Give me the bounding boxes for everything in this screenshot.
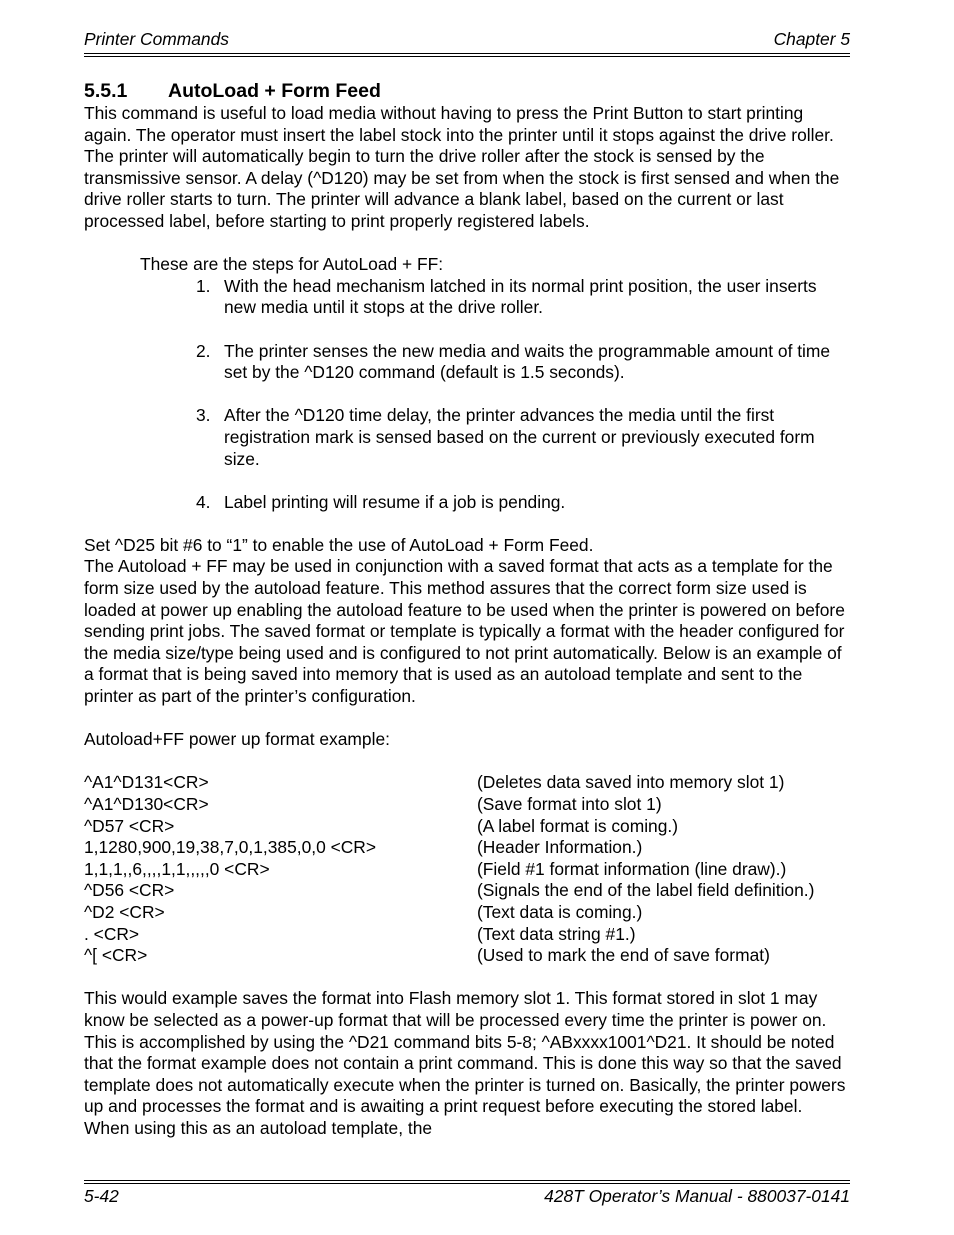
header-left: Printer Commands: [84, 29, 229, 49]
code-row: ^[ <CR> (Used to mark the end of save format): [84, 945, 770, 966]
intro-paragraph: This command is useful to load media without having to press the Print Button to start printing again. The operator must insert the label stock into the printer until it stops against the drive roller. The printer will automatically begin to turn the drive roller after the stock is sensed by the transmissive sensor. A delay (^D120) may be set from when the stock is first sensed and when the drive roller starts to turn. The printer will advance a blank label, based on the current or last processed label, before starting to print properly registered labels.: [84, 103, 840, 231]
paragraph-flash: This would example saves the format into Flash memory slot 1. This format stored in slot 1 may know be selected as a power-up format that will be processed every time the printer is power on. This is accomplished by using the ^D21 command bits 5-8; ^ABxxxx1001^D21. It should be noted that the format example does not contain a print command. This is done this way so that the saved template does not automatically execute when the printer is turned on. Basically, the printer powers up and processes the format and is awaiting a print request before executing the stored label. When using this as an autoload template, the: [84, 988, 846, 1138]
header-right: Chapter 5: [773, 29, 850, 49]
section-heading: [84, 79, 381, 103]
steps-list: [84, 276, 850, 514]
section-title: AutoLoad + Form Feed: [168, 80, 381, 102]
code-row: ^D57 <CR> (A label format is coming.): [84, 815, 679, 836]
code-example: [84, 772, 850, 966]
example-label: Autoload+FF power up format example:: [84, 729, 390, 750]
manual-title: 428T Operator’s Manual - 880037-0141: [544, 1186, 850, 1206]
list-item: 3. After the ^D120 time delay, the printer advances the media until the first registration mark is sensed based on the current or previously executed form size.: [196, 405, 815, 469]
section-number: 5.5.1: [84, 80, 128, 102]
header-rule: [84, 53, 850, 57]
code-row: ^A1^D130<CR> (Save format into slot 1): [84, 794, 662, 814]
body-text: [84, 103, 850, 1140]
list-item: 2. The printer senses the new media and waits the programmable amount of time set by the ^D120 command (default is 1.5 seconds).: [196, 340, 831, 383]
list-item: 1. With the head mechanism latched in its normal print position, the user inserts new media until it stops at the drive roller.: [196, 275, 817, 318]
running-footer: [84, 1184, 850, 1208]
code-row: ^D2 <CR> (Text data is coming.): [84, 901, 643, 922]
list-item: 4. Label printing will resume if a job is pending.: [196, 491, 566, 512]
steps-intro: These are the steps for AutoLoad + FF:: [140, 254, 444, 275]
code-row: . <CR> (Text data string #1.): [84, 923, 636, 944]
code-row: 1,1,1,,6,,,,1,1,,,,,0 <CR> (Field #1 format information (line draw).): [84, 858, 787, 879]
code-row: 1,1280,900,19,38,7,0,1,385,0,0 <CR> (Header Information.): [84, 837, 643, 858]
code-row: ^D56 <CR> (Signals the end of the label field definition.): [84, 880, 815, 901]
code-row: ^A1^D131<CR> (Deletes data saved into memory slot 1): [84, 772, 785, 793]
paragraph-template: The Autoload + FF may be used in conjunction with a saved format that acts as a template for the form size used by the autoload feature. This method assures that the correct form size used is loaded at power up enabling the autoload feature to be used when the printer is powered on before sending print jobs. The saved format or template is typically a format with the header configured for the media size/type being used and is configured to not print automatically. Below is an example of a format that is being saved into memory that is used as an autoload template and sent to the printer as part of the printer’s configuration.: [84, 556, 845, 707]
set-note: Set ^D25 bit #6 to “1” to enable the use of AutoLoad + Form Feed.: [84, 534, 594, 555]
page-number: 5-42: [84, 1186, 119, 1206]
running-header: [84, 27, 850, 51]
